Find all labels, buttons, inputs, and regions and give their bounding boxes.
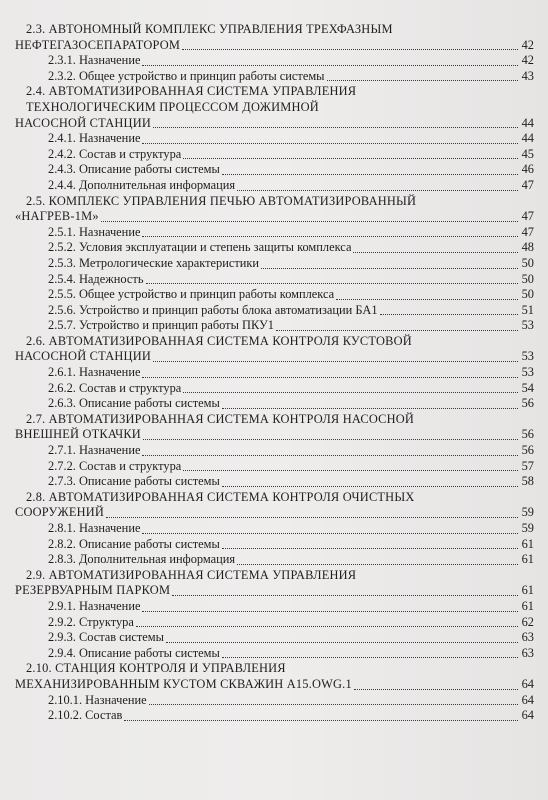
- dot-leader: [142, 455, 518, 456]
- toc-page-number: 46: [521, 162, 534, 177]
- dot-leader: [380, 314, 518, 315]
- toc-entry-title: 2.9.1. Назначение: [48, 598, 141, 613]
- dot-leader: [153, 127, 518, 128]
- toc-entry-title: 2.6.1. Назначение: [48, 365, 141, 380]
- toc-section-heading: [0, 490, 548, 506]
- toc-subsection-entry: [0, 178, 548, 194]
- toc-page-number: 53: [521, 365, 534, 380]
- toc-entry-title: 2.3.1. Назначение: [48, 53, 141, 68]
- toc-subsection-entry: [0, 131, 548, 147]
- toc-entry-title: 2.5.5. Общее устройство и принцип работы комплекса: [48, 287, 335, 302]
- dot-leader: [222, 486, 518, 487]
- toc-section-title-end: [0, 677, 548, 693]
- dot-leader: [222, 174, 518, 175]
- dot-leader: [237, 564, 518, 565]
- toc-page-number: 53: [521, 318, 534, 333]
- toc-page-number: 61: [521, 552, 534, 567]
- dot-leader: [222, 548, 518, 549]
- toc-section-heading: [0, 661, 548, 677]
- toc-section-title-end: [0, 209, 548, 225]
- toc-entry-title: 2.9.2. Структура: [48, 614, 134, 629]
- toc-entry-title: 2.9.4. Описание работы системы: [48, 645, 220, 660]
- toc-subsection-entry: [0, 225, 548, 241]
- dot-leader: [261, 268, 518, 269]
- toc-entry-title: 2.4.3. Описание работы системы: [48, 162, 220, 177]
- toc-page-number: 57: [521, 458, 534, 473]
- dot-leader: [222, 657, 518, 658]
- toc-subsection-entry: [0, 708, 548, 724]
- toc-page-number: 58: [521, 474, 534, 489]
- toc-subsection-entry: [0, 256, 548, 272]
- toc-entry-title: МЕХАНИЗИРОВАННЫМ КУСТОМ СКВАЖИН А15.OWG.1: [15, 676, 352, 691]
- toc-entry-title: 2.3.2. Общее устройство и принцип работы системы: [48, 68, 325, 83]
- toc-entry-title: «НАГРЕВ-1М»: [15, 209, 99, 224]
- toc-subsection-entry: [0, 459, 548, 475]
- toc-page-number: 54: [521, 380, 534, 395]
- toc-page-number: 50: [521, 287, 534, 302]
- toc-page-number: 48: [521, 240, 534, 255]
- toc-section-title-end: [0, 38, 548, 54]
- toc-entry-title: 2.5.4. Надежность: [48, 271, 144, 286]
- dot-leader: [222, 408, 518, 409]
- toc-section-heading: [0, 194, 548, 210]
- toc-section-title-end: [0, 583, 548, 599]
- toc-subsection-entry: [0, 521, 548, 537]
- toc-page-number: 59: [521, 521, 534, 535]
- dot-leader: [149, 704, 518, 705]
- dot-leader: [142, 143, 518, 144]
- toc-page-number: 64: [521, 676, 534, 691]
- dot-leader: [142, 65, 518, 66]
- dot-leader: [101, 221, 518, 222]
- toc-subsection-entry: [0, 693, 548, 709]
- toc-entry-title: 2.4.4. Дополнительная информация: [48, 177, 236, 192]
- toc-page-number: 56: [521, 427, 534, 442]
- toc-page-number: 44: [521, 131, 534, 146]
- toc-subsection-entry: [0, 69, 548, 85]
- toc-subsection-entry: [0, 599, 548, 615]
- toc-entry-title: 2.5.7. Устройство и принцип работы ПКУ1: [48, 318, 274, 333]
- toc-entry-title: 2.8. АВТОМАТИЗИРОВАННАЯ СИСТЕМА КОНТРОЛЯ ОЧИСТНЫХ: [26, 489, 415, 504]
- dot-leader: [354, 689, 518, 690]
- toc-entry-title: 2.5.2. Условия эксплуатации и степень защиты комплекса: [48, 240, 352, 255]
- toc-section-heading: [0, 84, 548, 100]
- toc-subsection-entry: [0, 474, 548, 490]
- table-of-contents: [0, 22, 548, 724]
- dot-leader: [327, 80, 518, 81]
- toc-page-number: 44: [521, 115, 534, 130]
- toc-entry-title: 2.6.3. Описание работы системы: [48, 396, 220, 411]
- toc-page-number: 63: [521, 645, 534, 660]
- dot-leader: [183, 392, 518, 393]
- dot-leader: [142, 236, 518, 237]
- toc-page-number: 64: [521, 708, 534, 723]
- toc-subsection-entry: [0, 646, 548, 662]
- dot-leader: [153, 361, 518, 362]
- toc-entry-title: 2.10. СТАНЦИЯ КОНТРОЛЯ И УПРАВЛЕНИЯ: [26, 661, 286, 676]
- toc-entry-title: 2.7. АВТОМАТИЗИРОВАННАЯ СИСТЕМА КОНТРОЛЯ НАСОСНОЙ: [26, 411, 415, 426]
- dot-leader: [172, 595, 518, 596]
- toc-subsection-entry: [0, 552, 548, 568]
- toc-subsection-entry: [0, 630, 548, 646]
- toc-section-heading: [0, 412, 548, 428]
- toc-section-title-end: [0, 427, 548, 443]
- toc-entry-title: РЕЗЕРВУАРНЫМ ПАРКОМ: [15, 583, 171, 598]
- toc-section-title-end: [0, 349, 548, 365]
- toc-section-title-end: [0, 116, 548, 132]
- toc-entry-title: 2.8.1. Назначение: [48, 521, 141, 535]
- toc-subsection-entry: [0, 443, 548, 459]
- toc-page-number: 59: [521, 505, 534, 520]
- toc-entry-title: 2.7.3. Описание работы системы: [48, 474, 220, 489]
- dot-leader: [143, 439, 518, 440]
- dot-leader: [353, 252, 518, 253]
- toc-subsection-entry: [0, 303, 548, 319]
- toc-page-number: 45: [521, 146, 534, 161]
- dot-leader: [106, 517, 518, 518]
- toc-entry-title: 2.10.2. Состав: [48, 708, 123, 723]
- toc-page-number: 63: [521, 630, 534, 645]
- dot-leader: [237, 190, 518, 191]
- toc-entry-title: 2.3. АВТОНОМНЫЙ КОМПЛЕКС УПРАВЛЕНИЯ ТРЕХФАЗНЫМ: [26, 22, 393, 36]
- toc-entry-title: 2.6.2. Состав и структура: [48, 380, 182, 395]
- toc-page-number: 61: [521, 598, 534, 613]
- toc-entry-title: 2.6. АВТОМАТИЗИРОВАННАЯ СИСТЕМА КОНТРОЛЯ КУСТОВОЙ: [26, 333, 412, 348]
- toc-page-number: 47: [521, 224, 534, 239]
- toc-entry-title: ВНЕШНЕЙ ОТКАЧКИ: [15, 427, 141, 442]
- toc-page-number: 43: [521, 68, 534, 83]
- toc-subsection-entry: [0, 162, 548, 178]
- toc-entry-title: 2.9.3. Состав системы: [48, 630, 164, 645]
- toc-subsection-entry: [0, 272, 548, 288]
- toc-page-number: 51: [521, 302, 534, 317]
- toc-page-number: 53: [521, 349, 534, 364]
- dot-leader: [142, 377, 518, 378]
- toc-subsection-entry: [0, 537, 548, 553]
- toc-subsection-entry: [0, 147, 548, 163]
- toc-page-number: 61: [521, 583, 534, 598]
- toc-page-number: 62: [521, 614, 534, 629]
- dot-leader: [183, 470, 518, 471]
- toc-entry-title: НАСОСНОЙ СТАНЦИИ: [15, 349, 152, 364]
- toc-page-number: 56: [521, 396, 534, 411]
- toc-page-number: 47: [521, 209, 534, 224]
- toc-entry-title: 2.4.1. Назначение: [48, 131, 141, 146]
- toc-section-heading: [0, 568, 548, 584]
- toc-entry-title: 2.4. АВТОМАТИЗИРОВАННАЯ СИСТЕМА УПРАВЛЕНИЯ: [26, 84, 357, 99]
- toc-entry-title: 2.4.2. Состав и структура: [48, 146, 182, 161]
- toc-entry-title: 2.7.1. Назначение: [48, 443, 141, 458]
- toc-page-number: 47: [521, 177, 534, 192]
- toc-section-heading: [0, 334, 548, 350]
- toc-entry-title: СООРУЖЕНИЙ: [15, 505, 105, 520]
- toc-entry-title: 2.8.3. Дополнительная информация: [48, 552, 236, 567]
- dot-leader: [142, 533, 518, 534]
- toc-entry-title: ТЕХНОЛОГИЧЕСКИМ ПРОЦЕССОМ ДОЖИМНОЙ: [26, 99, 319, 114]
- toc-subsection-entry: [0, 615, 548, 631]
- toc-page-number: 42: [521, 53, 534, 68]
- dot-leader: [142, 611, 518, 612]
- dot-leader: [136, 626, 518, 627]
- toc-entry-title: НАСОСНОЙ СТАНЦИИ: [15, 115, 152, 130]
- toc-section-title-end: [0, 505, 548, 521]
- dot-leader: [146, 283, 519, 284]
- toc-entry-title: 2.7.2. Состав и структура: [48, 458, 182, 473]
- toc-entry-title: 2.10.1. Назначение: [48, 692, 147, 707]
- toc-page-number: 50: [521, 271, 534, 286]
- toc-section-heading: [0, 100, 548, 116]
- dot-leader: [124, 720, 518, 721]
- toc-subsection-entry: [0, 240, 548, 256]
- toc-subsection-entry: [0, 396, 548, 412]
- dot-leader: [276, 330, 518, 331]
- toc-entry-title: 2.5. КОМПЛЕКС УПРАВЛЕНИЯ ПЕЧЬЮ АВТОМАТИЗИРОВАННЫЙ: [26, 193, 417, 208]
- toc-page-number: 64: [521, 692, 534, 707]
- toc-entry-title: НЕФТЕГАЗОСЕПАРАТОРОМ: [15, 37, 181, 52]
- dot-leader: [182, 49, 518, 50]
- toc-page-number: 50: [521, 255, 534, 270]
- toc-subsection-entry: [0, 381, 548, 397]
- toc-page-number: 56: [521, 443, 534, 458]
- toc-subsection-entry: [0, 318, 548, 334]
- toc-entry-title: 2.5.3. Метрологические характеристики: [48, 255, 260, 270]
- toc-section-heading: [0, 22, 548, 38]
- toc-page-number: 42: [521, 37, 534, 52]
- toc-entry-title: 2.5.6. Устройство и принцип работы блока автоматизации БА1: [48, 302, 378, 317]
- dot-leader: [183, 158, 518, 159]
- toc-subsection-entry: [0, 53, 548, 69]
- toc-entry-title: 2.9. АВТОМАТИЗИРОВАННАЯ СИСТЕМА УПРАВЛЕНИЯ: [26, 567, 357, 582]
- toc-entry-title: 2.8.2. Описание работы системы: [48, 536, 220, 551]
- dot-leader: [166, 642, 518, 643]
- toc-subsection-entry: [0, 287, 548, 303]
- dot-leader: [336, 299, 518, 300]
- toc-page-number: 61: [521, 536, 534, 551]
- toc-subsection-entry: [0, 365, 548, 381]
- toc-entry-title: 2.5.1. Назначение: [48, 224, 141, 239]
